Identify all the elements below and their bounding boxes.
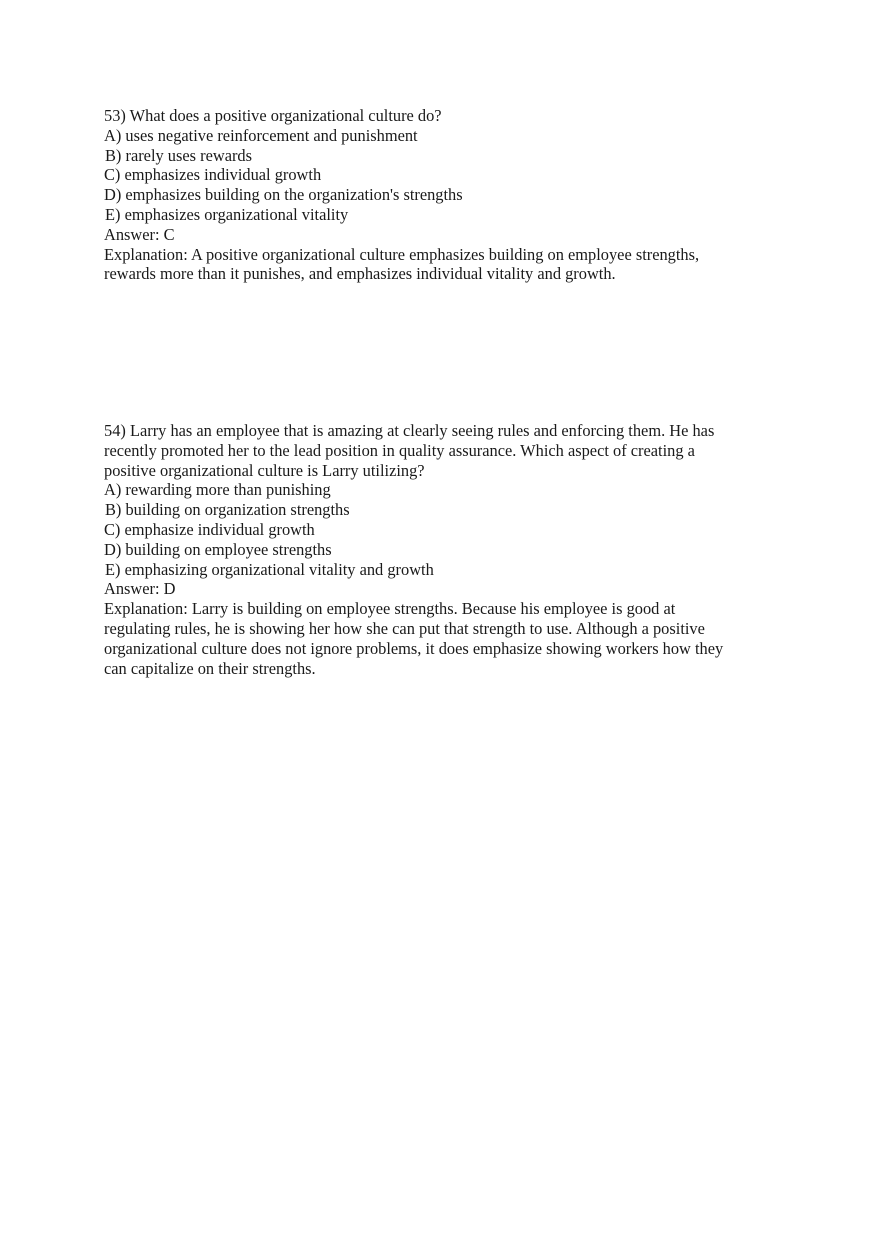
explanation-line: can capitalize on their strengths. bbox=[104, 658, 316, 678]
question-stem-line: 54) Larry has an employee that is amazing at clearly seeing rules and enforcing them. He has bbox=[104, 421, 715, 440]
question-54 bbox=[104, 421, 784, 678]
option-b: B) rarely uses rewards bbox=[105, 145, 253, 165]
option-c: C) emphasizes individual growth bbox=[104, 165, 322, 185]
option-b: B) building on organization strengths bbox=[105, 500, 350, 520]
explanation-line: Explanation: Larry is building on employee strengths. Because his employee is good at bbox=[104, 599, 676, 619]
option-d: D) emphasizes building on the organization's strengths bbox=[104, 185, 463, 205]
question-stem: 53) What does a positive organizational culture do? bbox=[104, 106, 442, 125]
answer-label: Answer: D bbox=[104, 579, 176, 599]
option-e: E) emphasizes organizational vitality bbox=[105, 204, 349, 224]
question-stem-line: recently promoted her to the lead position in quality assurance. Which aspect of creating a bbox=[104, 440, 695, 460]
explanation-line: regulating rules, he is showing her how she can put that strength to use. Although a positive bbox=[104, 618, 705, 638]
question-stem-line: positive organizational culture is Larry utilizing? bbox=[104, 460, 425, 480]
explanation-line: rewards more than it punishes, and emphasizes individual vitality and growth. bbox=[104, 264, 616, 284]
option-d: D) building on employee strengths bbox=[104, 539, 332, 559]
explanation-line: Explanation: A positive organizational culture emphasizes building on employee strengths, bbox=[104, 244, 700, 264]
option-a: A) rewarding more than punishing bbox=[104, 480, 331, 500]
question-53 bbox=[104, 106, 784, 284]
explanation-line: organizational culture does not ignore problems, it does emphasize showing workers how they bbox=[104, 638, 724, 658]
answer-label: Answer: C bbox=[104, 224, 175, 244]
option-a: A) uses negative reinforcement and punishment bbox=[104, 125, 418, 145]
option-e: E) emphasizing organizational vitality and growth bbox=[105, 559, 434, 579]
option-c: C) emphasize individual growth bbox=[104, 519, 315, 539]
